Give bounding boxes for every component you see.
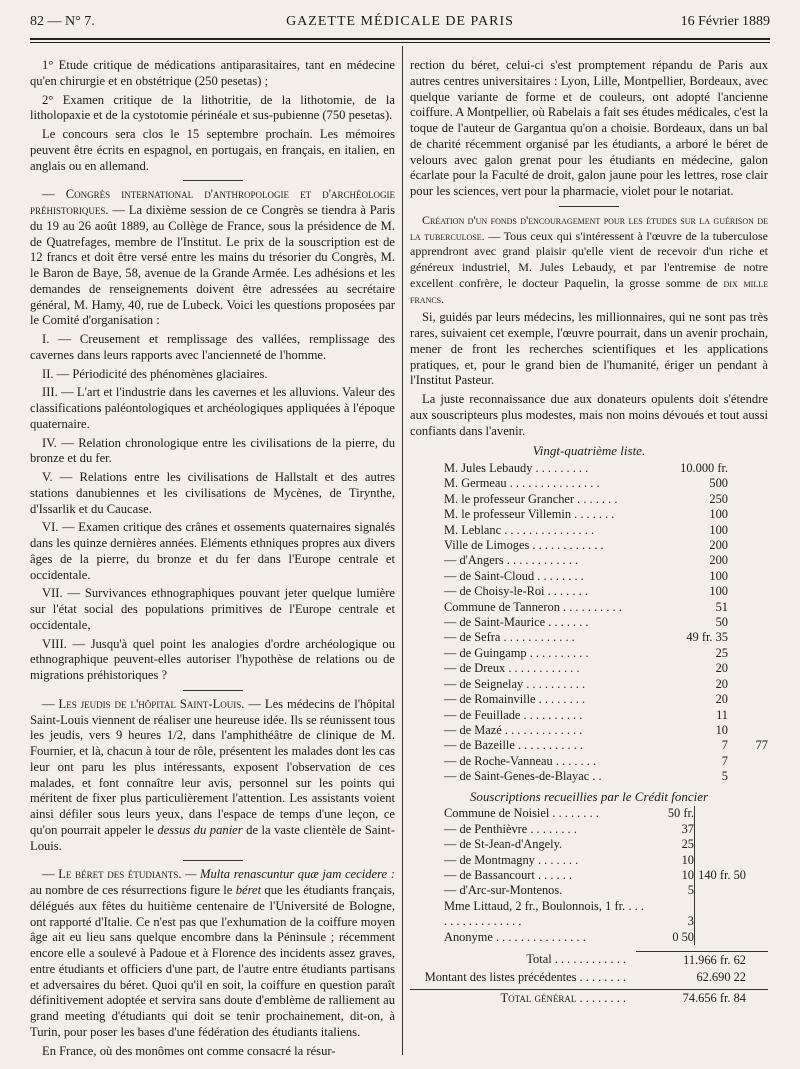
- jeudis-end: de la vaste clientèle de Saint-Louis.: [30, 822, 396, 853]
- separator: [183, 690, 243, 691]
- list-row: [410, 461, 768, 476]
- question-4: IV. — Relation chronologique entre les civilisations de la pierre, du bronze et du fer.: [30, 435, 395, 466]
- list-row: [410, 754, 768, 769]
- list-extra: [728, 507, 768, 522]
- list-row: [410, 584, 768, 599]
- question-7: VII. — Survivances ethnographiques pouvant jeter quelque lumière sur l'état social des populations primitives de l'Europe centrale et occidentale,: [30, 586, 395, 632]
- list-row: [410, 723, 768, 738]
- list-extra: [728, 461, 768, 476]
- beret-body-1: au nombre de ces résurrections figure le: [30, 883, 233, 897]
- separator: [183, 860, 243, 861]
- fonds-sum: dix mille francs.: [410, 275, 768, 306]
- list-row: [410, 708, 768, 723]
- list-name: — de Sefra . . . . . . . . . . . .: [444, 630, 575, 645]
- congres-paragraph: [30, 187, 395, 329]
- list-amount: 500: [709, 476, 728, 491]
- list-extra: [728, 754, 768, 769]
- list-name: — de Choisy-le-Roi . . . . . . .: [444, 584, 588, 599]
- list-amount: 20: [715, 661, 728, 676]
- list-row: [410, 476, 768, 491]
- list-name: — de Feuillade . . . . . . . . . .: [444, 707, 583, 722]
- credit-amount: 10: [681, 867, 694, 882]
- totals-value: 62.690 22: [696, 969, 746, 984]
- list-row: [410, 569, 768, 584]
- list-extra: [728, 615, 768, 630]
- credit-amount: 50 fr.: [667, 806, 694, 821]
- list-amount: 100: [709, 568, 728, 583]
- si-guides-paragraph: Si, guidés par leurs médecins, les millionnaires, qui ne sont pas très rares, suivaient cet exemple, l'œuvre pourrait, dans un avenir prochain, mener de front les recherches scientifiques et les applications pratiques, et, pour le grand bien de l'humanité, ériger un pendant à l'Institut Pasteur.: [410, 310, 768, 388]
- exam-item-2: 2° Examen critique de la lithotritie, de la lithotomie, de la litholopaxie et de la cystotomie périnéale et sus-pubienne (750 pesetas).: [30, 92, 395, 123]
- list-amount: 200: [709, 538, 728, 553]
- credit-amount: 37: [681, 821, 694, 836]
- list-name: — de Dreux . . . . . . . . . . . .: [444, 661, 580, 676]
- list-name: M. Jules Lebaudy . . . . . . . . .: [444, 461, 589, 475]
- list-row: [410, 677, 768, 692]
- totals-label: Montant des listes précédentes . . . . . . . .: [424, 969, 626, 984]
- page-header: [30, 14, 770, 38]
- list-extra: [728, 584, 768, 599]
- list-extra: [728, 646, 768, 661]
- jeudis-body: — Les médecins de l'hôpital Saint-Louis viennent de réaliser une heureuse idée. Ils se réunissent tous les jeudis, vers 9 heures 1/2, dans l'amphithéâtre de clinique de M. Fournier, et là, chacun à tour de rôle, présentent les malades dont les cas leur ont paru les plus intéressants, exposent l'observation de ces malades, et font connaître leur avis, personnel sur les points qui méritent de fixer plus particulièrement l'attention. Les assistants voient ainsi défiler sous leurs yeux, dans l'espace de temps d'une leçon, ce qu'on pourrait appeler le: [30, 696, 396, 837]
- list-row: [410, 538, 768, 553]
- list-row: [410, 492, 768, 507]
- credit-amount: 10: [681, 852, 694, 867]
- congres-heading: — Congrès international d'anthropologie et d'archéologie préhistoriques.: [30, 187, 395, 217]
- credit-amount: 3: [687, 914, 694, 929]
- list-name: M. le professeur Villemin . . . . . . .: [444, 507, 615, 522]
- list-amount: 10: [715, 722, 728, 737]
- credit-name: — de St-Jean-d'Angely.: [444, 837, 563, 852]
- list-name: — d'Angers . . . . . . . . . . . .: [444, 553, 579, 568]
- list-amount: 5: [721, 769, 728, 784]
- credit-name: Mme Littaud, 2 fr., Boulonnois, 1 fr. . . . . . . . . . . . . . . . .: [444, 898, 644, 929]
- list-row: [410, 615, 768, 630]
- list-extra: [728, 677, 768, 692]
- list-amount: 100: [709, 507, 728, 522]
- list-name: — de Saint-Genes-de-Blayac . .: [444, 769, 602, 784]
- separator: [183, 180, 243, 181]
- left-column: [30, 58, 395, 1062]
- list-extra: [728, 600, 768, 615]
- totals-block: [410, 951, 768, 1007]
- list-row: [410, 661, 768, 676]
- separator: [559, 206, 619, 207]
- list-name: — de Guingamp . . . . . . . . . .: [444, 645, 589, 660]
- list-row: [410, 738, 768, 753]
- page-number: 82 — N° 7.: [30, 14, 95, 29]
- subscription-list: [410, 461, 768, 785]
- credit-name: Commune de Noisiel . . . . . . . .: [444, 806, 599, 821]
- jeudis-italic: dessus du panier: [157, 822, 243, 837]
- list-extra: [728, 538, 768, 553]
- column-divider: [402, 46, 403, 1055]
- list-title: Vingt-quatrième liste.: [532, 443, 646, 459]
- list-extra: [728, 661, 768, 676]
- beret-paragraph-2: En France, où des monômes ont comme consacré la résur-: [42, 1043, 336, 1058]
- concours-paragraph: Le concours sera clos le 15 septembre prochain. Les mémoires peuvent être écrits en espagnol, en portugais, en français, en italien, en anglais ou en allemand.: [30, 127, 395, 173]
- list-row: [410, 692, 768, 707]
- list-extra: [728, 769, 768, 784]
- congres-body: — La dixième session de ce Congrès se tiendra à Paris du 19 au 26 août 1889, au Collège de France, sous la présidence de M. de Quatrefages, membre de l'Institut. Le prix de la souscription est de 12 francs et doit être versé entre les mains du trésorier du Congrès, M. le Baron de Baye, 58, avenue de la Grande Armée. Les adhésions et les demandes de renseignements doivent être adressées au secrétaire général, M. Hamy, 40, rue de Lubeck. Voici les questions proposées par le Comité d'organisation :: [30, 203, 395, 328]
- question-2: II. — Périodicité des phénomènes glaciaires.: [42, 366, 268, 381]
- list-row: [410, 769, 768, 784]
- list-amount: 250: [709, 491, 728, 506]
- list-name: — de Seignelay . . . . . . . . . .: [444, 676, 586, 691]
- list-row: [410, 523, 768, 538]
- list-name: Ville de Limoges . . . . . . . . . . . .: [444, 538, 604, 553]
- list-extra: [728, 476, 768, 491]
- credit-amount: 5: [687, 883, 694, 898]
- beret-paragraph: [30, 867, 395, 1040]
- list-extra: [728, 723, 768, 738]
- totals-label: Total . . . . . . . . . . . .: [526, 951, 626, 966]
- totals-value: 11.966 fr. 62: [636, 951, 768, 969]
- list-name: — de Bazeille . . . . . . . . . . .: [444, 738, 584, 753]
- list-extra: [728, 708, 768, 723]
- credit-list: [410, 806, 768, 945]
- totals-row: [410, 951, 768, 969]
- exam-item-1: 1° Etude critique de médications antiparasitaires, tant en médecine qu'en chirurgie et en obstétrique (250 pesetas) ;: [30, 58, 395, 88]
- list-name: — de Mazé . . . . . . . . . . . . .: [444, 722, 583, 737]
- list-amount: 7: [721, 738, 728, 753]
- list-row: [410, 646, 768, 661]
- credit-name: — de Bassancourt . . . . . .: [444, 867, 573, 882]
- list-extra: [728, 630, 768, 645]
- list-name: — de Roche-Vanneau . . . . . . .: [444, 753, 597, 768]
- credit-name: — de Penthièvre . . . . . . . .: [444, 821, 577, 836]
- jeudis-heading: — Les jeudis de l'hôpital Saint-Louis.: [42, 696, 245, 711]
- issue-date: 16 Février 1889: [680, 14, 770, 29]
- list-amount: 50: [715, 615, 728, 630]
- totals-row: [410, 969, 768, 986]
- beret-continuation: rection du béret, celui-ci s'est promptement répandu de Paris aux autres centres universitaires : Lyon, Lille, Montpellier, Bordeaux, avec quelque variante de forme et de couleurs, ont adopté l'ancienne coiffure. A Montpellier, où Rabelais a fait ses études médicales, c'est la toque de l'auteur de Gargantua qu'on a choisie. Bordeaux, dans un bal de charité récemment organisé par les étudiants, a arboré le béret de velours avec galon grenat pour les étudiants en médecine, galon écarlate pour la Faculté de droit, galon jaune pour les lettres, rose clair pour les sciences, vert pour la pharmacie, violet pour le notariat.: [410, 58, 768, 198]
- question-5: V. — Relations entre les civilisations de Hallstalt et des autres stations danubiennes et les civilisations de Mycènes, de Tirynthe, d'Issarlik et du Caucase.: [30, 470, 395, 516]
- fonds-heading: Création d'un fonds d'encouragement pour les études sur la guérison de la tuberculose.: [410, 212, 768, 243]
- header-rule: [30, 38, 770, 40]
- credit-name: — de Montmagny . . . . . . .: [444, 852, 579, 867]
- list-extra: [728, 569, 768, 584]
- list-name: — de Romainville . . . . . . . .: [444, 692, 586, 707]
- header-rule-thin: [30, 42, 770, 43]
- credit-title: Souscriptions recueillies par le Crédit foncier: [469, 788, 709, 804]
- totals-row: [410, 989, 768, 1007]
- list-amount: 200: [709, 553, 728, 568]
- journal-title: GAZETTE MÉDICALE DE PARIS: [286, 14, 514, 29]
- list-amount: 10.000 fr.: [680, 461, 728, 475]
- list-row: [410, 507, 768, 522]
- list-extra: [728, 492, 768, 507]
- credit-name: — d'Arc-sur-Montenos.: [444, 883, 563, 898]
- beret-body-2: que les étudiants français, délégués aux fêtes du huitième centenaire de l'Université de Bologne, ont rapporté d'Italie. Ce n'est pas que l'exhumation de la coiffure moyen âge ait eu lieu sans quelque encombre dans la Péninsule ; récemment encore elle a soulevé à Padoue et à Florence des incidents assez graves, entre étudiants et officiers d'une part, de l'autre entre étudiants partisans et adversaires du béret. Quoi qu'il en soit, la coiffure en question paraît définitivement adoptée et servira sans doute d'emblème de ralliement au grand meeting d'étudiants qui doit se tenir prochainement, dit-on, à Turin, pour poser les bases d'une fédération des étudiants italiens.: [30, 883, 395, 1039]
- totals-value: 74.656 fr. 84: [682, 990, 746, 1005]
- list-amount: 20: [715, 692, 728, 707]
- fonds-paragraph: [410, 213, 768, 308]
- list-amount: 51: [715, 599, 728, 614]
- beret-quote: — Multa renascuntur quæ jam cecidere :: [185, 867, 395, 882]
- totals-label: Total général . . . . . . . .: [500, 990, 626, 1005]
- list-amount: 49 fr. 35: [686, 630, 728, 645]
- list-amount: 7: [721, 753, 728, 768]
- credit-amount: 0 50: [672, 929, 694, 944]
- list-extra: [728, 553, 768, 568]
- list-amount: 11: [716, 707, 728, 722]
- list-row: [410, 630, 768, 645]
- fonds-body: — Tous ceux qui s'intéressent à l'œuvre de la tuberculose apprendront avec grand plaisir qu'elle vient de recevoir d'un riche et généreux industriel, M. Jules Lebaudy, et par l'entremise de notre excellent confrère, le docteur Paquelin, la grosse somme de: [410, 228, 769, 290]
- list-amount: 100: [709, 522, 728, 537]
- list-name: M. le professeur Grancher . . . . . . .: [444, 491, 618, 506]
- credit-amount: 25: [681, 837, 694, 852]
- list-extra: 77: [755, 738, 768, 753]
- question-8: VIII. — Jusqu'à quel point les analogies d'ordre archéologique ou ethnographique peuvent-elles autoriser l'hypothèse de relations ou de migrations préhistoriques ?: [30, 636, 395, 682]
- list-name: — de Saint-Maurice . . . . . . .: [444, 615, 589, 630]
- reconnaissance-paragraph: La juste reconnaissance due aux donateurs opulents doit s'étendre aux souscripteurs plus modestes, mais non moins dévoués et tout aussi confiants dans l'avenir.: [410, 392, 768, 438]
- list-row: [410, 553, 768, 568]
- jeudis-paragraph: [30, 697, 395, 855]
- list-amount: 25: [715, 645, 728, 660]
- question-3: III. — L'art et l'industrie dans les cavernes et les alluvions. Valeur des classifications paléontologiques et archéologiques appliquées à l'époque quaternaire.: [30, 385, 395, 431]
- question-6: VI. — Examen critique des crânes et ossements quaternaires signalés dans les quinze dernières années. Eléments ethniques propres aux divers âges de la pierre, du bronze et du fer dans l'Europe centrale et occidentale.: [30, 520, 395, 582]
- credit-row: [410, 806, 768, 821]
- list-amount: 100: [709, 584, 728, 599]
- list-row: [410, 600, 768, 615]
- credit-total: 140 fr. 50: [695, 806, 769, 945]
- list-amount: 20: [715, 676, 728, 691]
- question-1: I. — Creusement et remplissage des vallées, remplissage des cavernes dans leurs rapports avec l'ancienneté de l'homme.: [30, 332, 395, 362]
- list-name: Commune de Tanneron . . . . . . . . . .: [444, 599, 622, 614]
- list-name: M. Leblanc . . . . . . . . . . . . . . .: [444, 522, 595, 537]
- beret-word: béret: [235, 883, 262, 897]
- beret-heading: — Le béret des étudiants.: [42, 867, 182, 882]
- list-extra: [728, 692, 768, 707]
- credit-name: Anonyme . . . . . . . . . . . . . . .: [444, 929, 586, 944]
- list-extra: [728, 523, 768, 538]
- list-name: — de Saint-Cloud . . . . . . . .: [444, 568, 584, 583]
- list-name: M. Germeau . . . . . . . . . . . . . . .: [444, 476, 600, 491]
- right-column: [410, 58, 768, 1007]
